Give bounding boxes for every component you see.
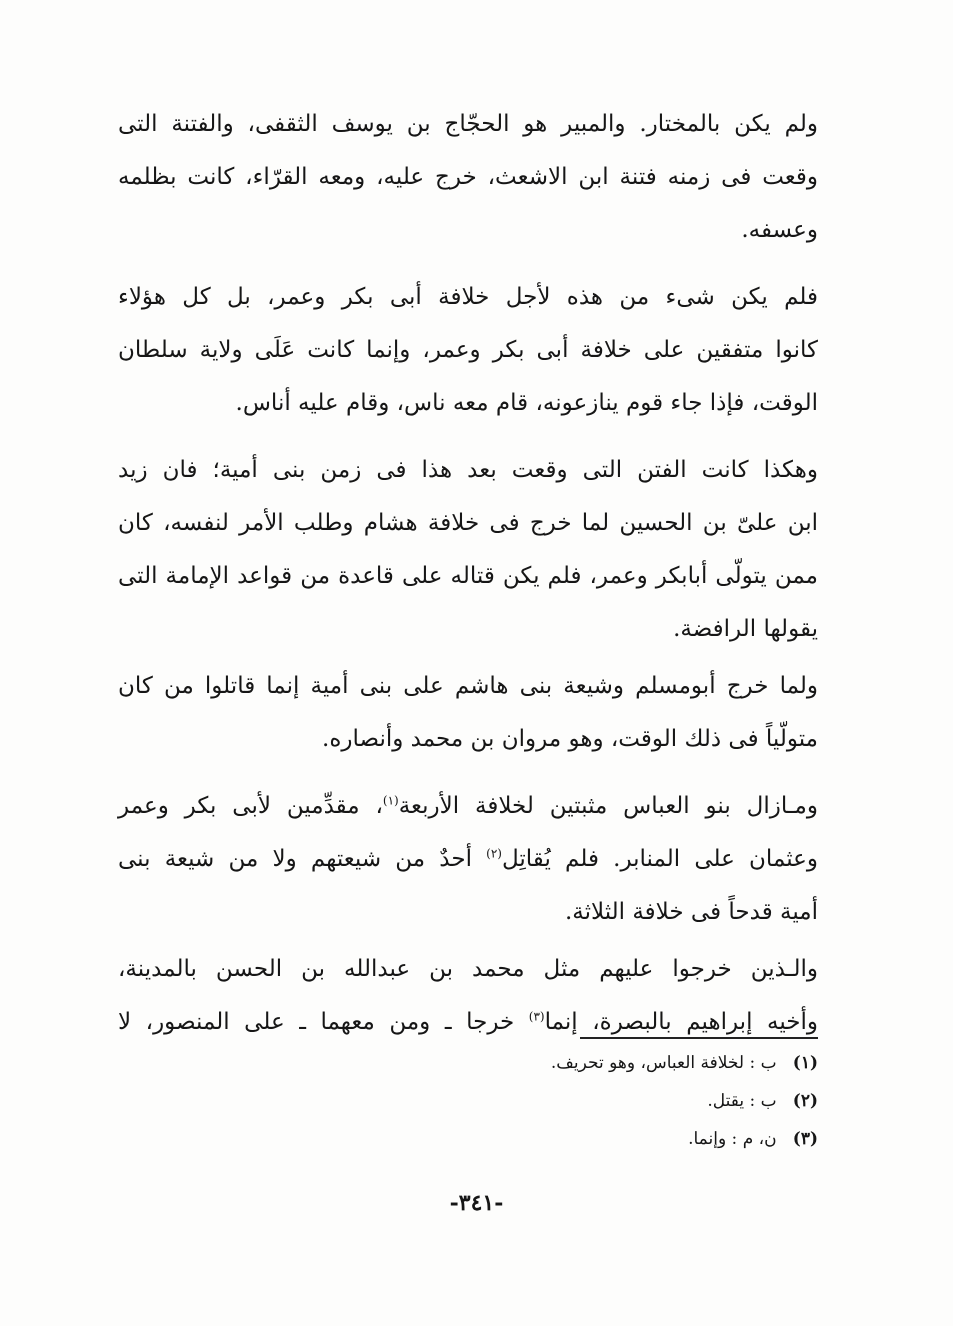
footnotes [118,1044,818,1158]
text-line: ولما خرج أبومسلم وشيعة بنى هاشم على بنى أمية إنما قاتلوا من كان [118,673,818,699]
text-line: متولّياً فى ذلك الوقت، وهو مروان بن محمد وأنصاره. [322,726,818,752]
footnote-ref: (١) [382,793,399,808]
text-line: والـذين خرجوا عليهم مثل محمد بن عبدالله بن الحسن بالمدينة، [118,956,818,982]
text-segment: أحدٌ من شيعتهم ولا من شيعة بنى [118,846,487,872]
paragraph-gap [118,766,818,780]
footnote-number: (٣) [792,1129,818,1149]
text-line: الوقت، فإذا جاء قوم ينازعونه، قام معه ناس، وقام عليه أناس. [235,390,818,416]
page-number: -٣٤١- [449,1190,504,1216]
footnote-text: ب : يقتل. [707,1091,777,1111]
text-segment: ، مقدِّمين لأبى بكر وعمر [118,793,383,819]
text-line: يقولها الرافضة. [673,616,818,642]
text-segment: ومـازال بنو العباس مثبتين لخلافة الأربعة [398,793,818,819]
footnote-text: ب : لخلافة العباس، وهو تحريف. [550,1053,777,1073]
footnote [118,1120,818,1158]
text-line: وهكذا كانت الفتن التى وقعت بعد هذا فى زمن بنى أمية؛ فان زيد [118,457,818,483]
footnote-number: (١) [792,1053,818,1073]
footnote-ref: (٢) [486,846,502,861]
main-text [118,98,818,1049]
text-line: وقعت فى زمنه فتنة ابن الاشعث، خرج عليه، ومعه القرّاء، كانت بظلمه [118,164,818,190]
footnote [118,1044,818,1082]
paragraph-gap [118,430,818,444]
footnote-number: (٢) [792,1091,818,1111]
text-line [118,780,818,833]
paragraph-gap [118,257,818,271]
footnote-separator [580,1037,818,1039]
text-line: ولم يكن بالمختار. والمبير هو الحجّاج بن يوسف الثقفى، والفتنة التى [118,111,818,137]
text-segment: خرجا ـ ومن معهما ـ على المنصور، لا [118,1009,529,1035]
text-line: وعسفه. [741,217,818,243]
footnote [118,1082,818,1120]
footnote-ref: (٣) [528,1009,545,1024]
text-line: فلم يكن شىء من هذه لأجل خلافة أبى بكر وعمر، بل كل هؤلاء [118,284,818,310]
text-line: ابن علىّ بن الحسين لما خرج فى خلافة هشام وطلب الأمر لنفسه، كان [118,510,818,536]
text-line: أمية قدحاً فى خلافة الثلاثة. [564,899,818,925]
text-segment: وأخيه إبراهيم بالبصرة، إنما [544,1009,818,1035]
text-line [118,996,818,1049]
text-line: ممن يتولّى أبابكر وعمر، فلم يكن قتاله على قاعدة من قواعد الإمامة التى [118,563,818,589]
text-line: كانوا متفقين على خلافة أبى بكر وعمر، وإنما كانت عَلَى ولاية سلطان [118,337,818,363]
text-segment: وعثمان على المنابر. فلم يُقاتِل [501,846,819,872]
footnote-text: ن، م : وإنما. [688,1129,777,1149]
text-line [118,833,818,886]
